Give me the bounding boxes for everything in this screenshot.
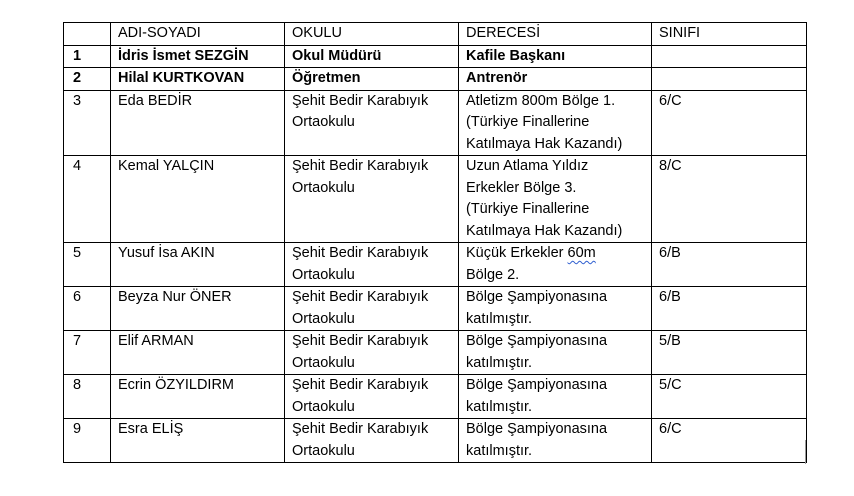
table-row [64, 90, 807, 156]
school-line: Okul Müdürü [292, 47, 382, 64]
school-cell [285, 68, 459, 91]
degree-line: Atletizm 800m Bölge 1. [466, 92, 616, 109]
school-line: Şehit Bedir Karabıyık [292, 333, 429, 349]
degree-cell [459, 287, 652, 331]
school-line: Ortaokulu [292, 179, 355, 196]
degree-cell [459, 68, 652, 91]
degree-cell [459, 419, 652, 463]
header-no [64, 23, 111, 46]
degree-line: katılmıştır. [466, 398, 533, 415]
degree-line: Katılmaya Hak Kazandı) [466, 135, 623, 152]
school-line: Şehit Bedir Karabıyık [292, 377, 429, 393]
degree-line: katılmıştır. [466, 442, 533, 459]
school-line: Şehit Bedir Karabıyık [292, 421, 429, 437]
person-name: Hilal KURTKOVAN [111, 68, 285, 91]
degree-line: katılmıştır. [466, 310, 533, 327]
degree-line: Bölge Şampiyonasına [466, 289, 608, 305]
degree-line: (Türkiye Finallerine [466, 201, 590, 217]
row-number: 7 [64, 331, 111, 375]
table-row [64, 45, 807, 68]
school-line: Şehit Bedir Karabıyık [292, 92, 429, 109]
table-row [64, 375, 807, 419]
row-number: 6 [64, 287, 111, 331]
degree-cell [459, 331, 652, 375]
degree-line: Kafile Başkanı [466, 47, 566, 64]
class-cell: 5/B [652, 331, 807, 375]
school-line: Ortaokulu [292, 442, 355, 459]
school-cell [285, 243, 459, 287]
degree-line: Erkekler Bölge 3. [466, 179, 577, 196]
table-row [64, 68, 807, 91]
degree-line: Antrenör [466, 70, 528, 86]
school-line: Öğretmen [292, 70, 361, 86]
school-line: Şehit Bedir Karabıyık [292, 245, 429, 261]
class-cell [652, 68, 807, 91]
school-line: Ortaokulu [292, 266, 355, 283]
table-row [64, 419, 807, 463]
degree-line: Uzun Atlama Yıldız [466, 158, 589, 174]
person-name: Ecrin ÖZYILDIRM [111, 375, 285, 419]
degree-cell [459, 90, 652, 156]
degree-line: Bölge 2. [466, 266, 520, 283]
degree-line: Bölge Şampiyonasına [466, 333, 608, 349]
class-cell: 6/C [652, 419, 807, 463]
row-number: 2 [64, 68, 111, 91]
school-line: Şehit Bedir Karabıyık [292, 158, 429, 174]
school-cell [285, 45, 459, 68]
row-number: 4 [64, 156, 111, 243]
school-line: Ortaokulu [292, 354, 355, 371]
table-row [64, 287, 807, 331]
degree-text: Küçük Erkekler [466, 245, 568, 261]
header-name: ADI-SOYADI [111, 23, 285, 46]
school-cell [285, 375, 459, 419]
spellcheck-underline: 60m [567, 245, 596, 261]
person-name: Eda BEDİR [111, 90, 285, 156]
school-line: Ortaokulu [292, 310, 355, 327]
person-name: Kemal YALÇIN [111, 156, 285, 243]
header-class: SINIFI [652, 23, 807, 46]
degree-cell [459, 45, 652, 68]
school-cell [285, 331, 459, 375]
header-school: OKULU [285, 23, 459, 46]
school-cell [285, 419, 459, 463]
school-cell [285, 90, 459, 156]
class-cell: 6/C [652, 90, 807, 156]
degree-cell [459, 243, 652, 287]
person-name: Elif ARMAN [111, 331, 285, 375]
header-degree: DERECESİ [459, 23, 652, 46]
class-cell: 6/B [652, 243, 807, 287]
team-roster-table [63, 22, 807, 463]
page-edge-line [805, 440, 806, 464]
person-name: Yusuf İsa AKIN [111, 243, 285, 287]
header-row [64, 23, 807, 46]
table-row [64, 331, 807, 375]
school-cell [285, 156, 459, 243]
class-cell [652, 45, 807, 68]
school-line: Ortaokulu [292, 114, 355, 130]
school-line: Ortaokulu [292, 398, 355, 415]
person-name: Esra ELİŞ [111, 419, 285, 463]
degree-line: Bölge Şampiyonasına [466, 421, 608, 437]
class-cell: 8/C [652, 156, 807, 243]
degree-line: Bölge Şampiyonasına [466, 377, 608, 393]
row-number: 3 [64, 90, 111, 156]
row-number: 9 [64, 419, 111, 463]
person-name: Beyza Nur ÖNER [111, 287, 285, 331]
row-number: 1 [64, 45, 111, 68]
school-cell [285, 287, 459, 331]
degree-line: katılmıştır. [466, 354, 533, 371]
class-cell: 5/C [652, 375, 807, 419]
table-row [64, 156, 807, 243]
table-row [64, 243, 807, 287]
class-cell: 6/B [652, 287, 807, 331]
row-number: 8 [64, 375, 111, 419]
degree-line: Katılmaya Hak Kazandı) [466, 222, 623, 239]
row-number: 5 [64, 243, 111, 287]
degree-line: (Türkiye Finallerine [466, 114, 590, 130]
degree-cell [459, 375, 652, 419]
degree-cell [459, 156, 652, 243]
school-line: Şehit Bedir Karabıyık [292, 289, 429, 305]
person-name: İdris İsmet SEZGİN [111, 45, 285, 68]
degree-line [466, 243, 651, 265]
